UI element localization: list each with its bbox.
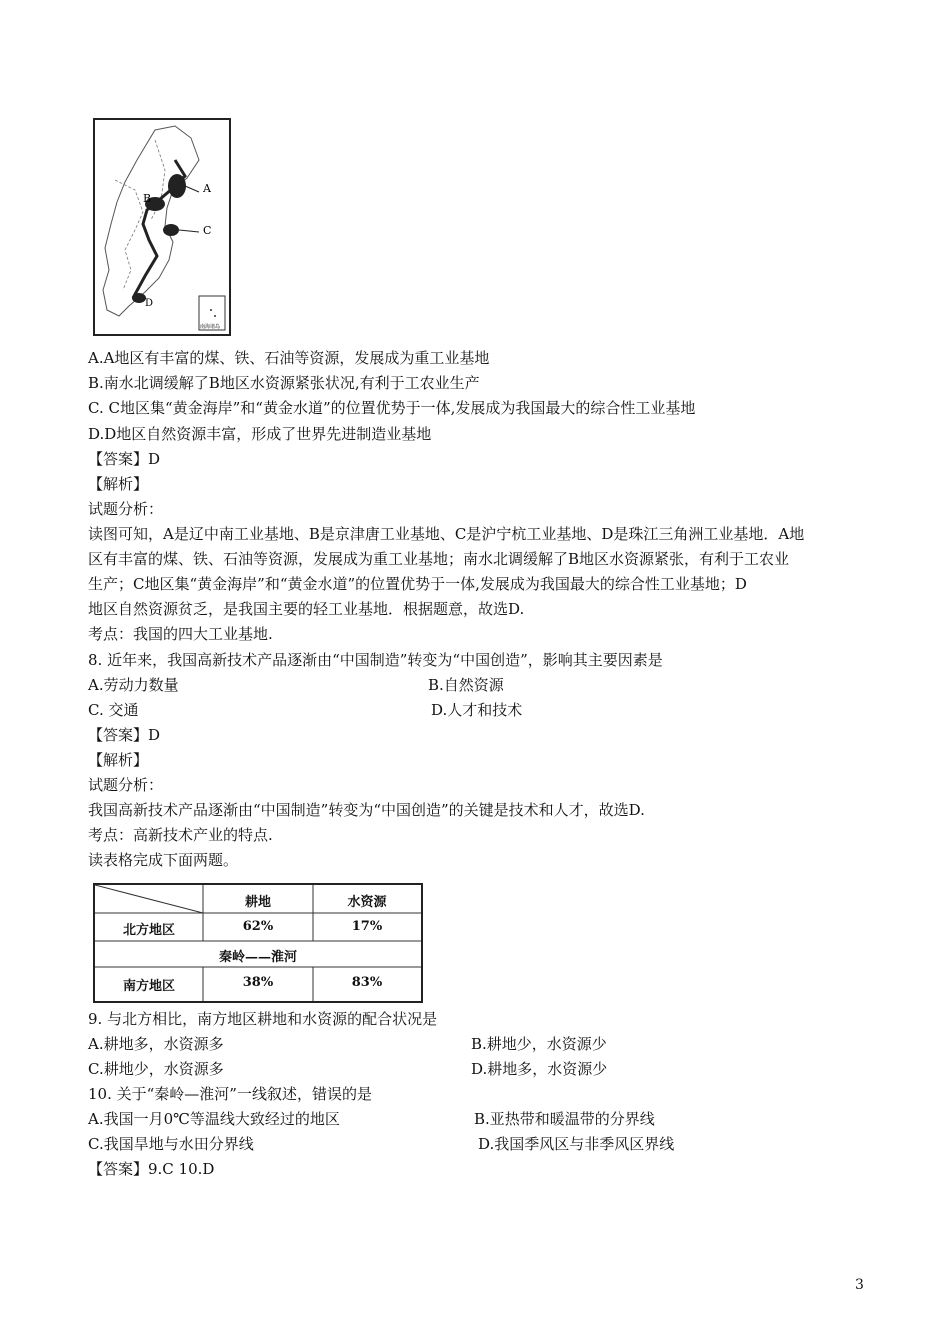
- china-east-map-drawing: [95, 120, 229, 334]
- q10-option-d: D.我国季风区与非季风区界线: [478, 1135, 675, 1153]
- q10-option-c: C.我国旱地与水田分界线: [88, 1135, 254, 1153]
- final-answer: 【答案】9.C 10.D: [88, 1160, 215, 1178]
- q8-option-c: C. 交通: [88, 701, 139, 719]
- industrial-base-map: [93, 118, 231, 336]
- q7-option-c: C. C地区集“黄金海岸”和“黄金水道”的位置优势于一体,发展成为我国最大的综合性工业基地: [88, 399, 696, 417]
- table-south-water: 83%: [351, 975, 383, 990]
- q9-option-d: D.耕地多，水资源少: [471, 1060, 608, 1078]
- table-divider-qinling-huaihe: 秦岭——淮河: [218, 950, 297, 965]
- q9-option-b: B.耕地少，水资源少: [471, 1035, 607, 1053]
- q7-analysis-line-1: 读图可知，A是辽中南工业基地、B是京津唐工业基地、C是沪宁杭工业基地、D是珠江三角洲工业基地．A地: [88, 525, 805, 543]
- table-header-farmland: 耕地: [244, 895, 271, 910]
- table-south-label: 南方地区: [122, 979, 175, 994]
- q8-analysis: 我国高新技术产品逐渐由“中国制造”转变为“中国创造”的关键是技术和人才，故选D.: [88, 801, 645, 819]
- q8-option-d: D.人才和技术: [431, 701, 523, 719]
- q7-option-a: A.A地区有丰富的煤、铁、石油等资源，发展成为重工业基地: [88, 349, 490, 367]
- q7-answer: 【答案】D: [88, 450, 161, 468]
- q7-kaodian: 考点：我国的四大工业基地.: [88, 625, 273, 643]
- q9-stem: 9. 与北方相比，南方地区耕地和水资源的配合状况是: [88, 1010, 438, 1028]
- q8-answer: 【答案】D: [88, 726, 161, 744]
- table-south-farmland: 38%: [242, 975, 274, 990]
- map-label-d: D: [145, 298, 154, 309]
- q10-option-b: B.亚热带和暖温带的分界线: [474, 1110, 655, 1128]
- q7-analysis-tag: 【解析】: [88, 475, 149, 493]
- map-label-b: B: [143, 192, 152, 205]
- page-number: 3: [855, 1277, 864, 1293]
- q8-kaodian: 考点：高新技术产业的特点.: [88, 826, 273, 844]
- table-north-water: 17%: [351, 919, 383, 934]
- q8-option-a: A.劳动力数量: [88, 676, 179, 694]
- q8-option-b: B.自然资源: [428, 676, 504, 694]
- map-inset-label: 南海诸岛: [200, 324, 221, 330]
- q10-stem: 10. 关于“秦岭—淮河”一线叙述，错误的是: [88, 1085, 372, 1103]
- q7-analysis-head: 试题分析：: [88, 500, 164, 518]
- q9-option-c: C.耕地少，水资源多: [88, 1060, 224, 1078]
- map-label-c: C: [203, 224, 212, 237]
- q8-analysis-head: 试题分析：: [88, 776, 164, 794]
- q7-option-d: D.D地区自然资源丰富，形成了世界先进制造业基地: [88, 425, 432, 443]
- q8-stem: 8. 近年来，我国高新技术产品逐渐由“中国制造”转变为“中国创造”，影响其主要因素是: [88, 651, 663, 669]
- q7-analysis-line-2: 区有丰富的煤、铁、石油等资源，发展成为重工业基地；南水北调缓解了B地区水资源紧张，有利于工农业: [88, 550, 790, 568]
- q10-option-a: A.我国一月0℃等温线大致经过的地区: [88, 1110, 340, 1128]
- q7-analysis-line-4: 地区自然资源贫乏，是我国主要的轻工业基地．根据题意，故选D.: [88, 600, 525, 618]
- q8-analysis-tag: 【解析】: [88, 751, 149, 769]
- table-header-water: 水资源: [347, 895, 387, 910]
- q9-option-a: A.耕地多，水资源多: [88, 1035, 224, 1053]
- table-intro: 读表格完成下面两题。: [88, 851, 239, 869]
- q7-option-b: B.南水北调缓解了B地区水资源紧张状况,有利于工农业生产: [88, 374, 480, 392]
- farmland-water-table: [93, 883, 423, 1003]
- q7-analysis-line-3: 生产；C地区集“黄金海岸”和“黄金水道”的位置优势于一体,发展成为我国最大的综合性工业基地；D: [88, 575, 747, 593]
- table-north-farmland: 62%: [242, 919, 274, 934]
- table-north-label: 北方地区: [122, 923, 175, 938]
- map-label-a: A: [203, 182, 211, 195]
